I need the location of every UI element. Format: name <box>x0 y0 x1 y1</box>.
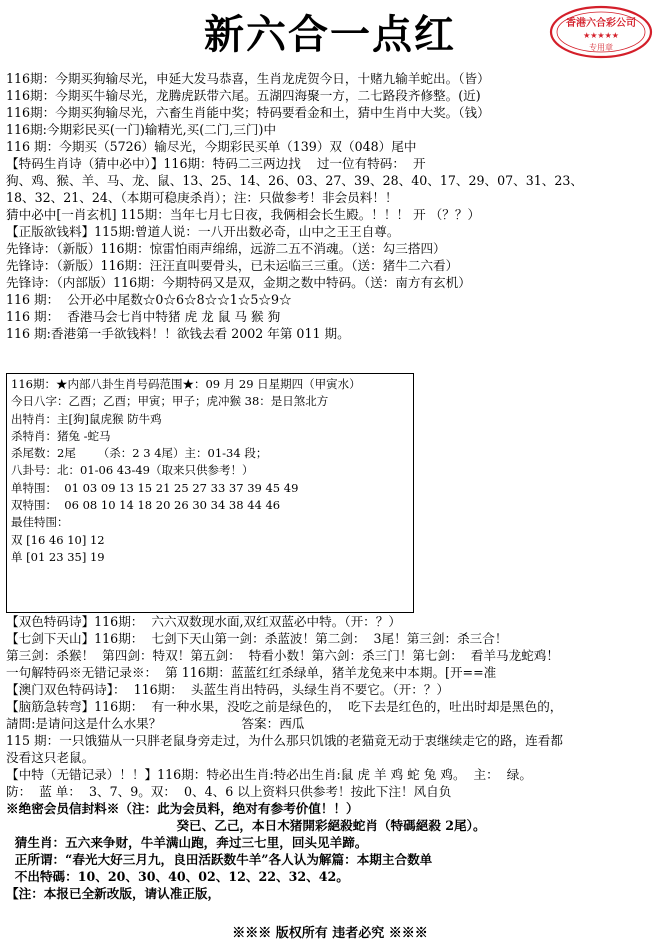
lower-line-16: 不出特碼：10、20、30、40、02、12、22、32、42。 <box>6 869 349 884</box>
line-15: 116 期： 香港马会七肖中特猪 虎 龙 鼠 马 猴 狗 <box>6 309 281 324</box>
line-14: 116 期： 公开必中尾数☆0☆6☆8☆☆1☆5☆9☆ <box>6 292 292 307</box>
line-3: 116期：今期买狗输尽光，六畜生肖能中奖；特码要看金和土，猜中生肖中大奖。（钱） <box>6 105 490 120</box>
box-line-11: 单 [01 23 35] 19 <box>11 549 105 564</box>
lower-line-6: 【脑筋急转弯】116期： 有一种水果，没吃之前是绿色的， 吃下去是红色的，吐出时却是黑色的， <box>6 699 563 714</box>
line-5: 116 期：今期买（5726）输尽光，今期彩民买单（139）双（048）尾中 <box>6 139 417 154</box>
box-line-7: 单特围： 01 03 09 13 15 21 25 27 33 37 39 45 49 <box>11 480 299 495</box>
lower-lines <box>6 613 656 902</box>
lower-line-8: 115 期：一只饿猫从一只胖老鼠身旁走过，为什么那只饥饿的老猫竟无动于衷继续走它的路，连看都 <box>6 733 563 748</box>
seal-stamp-icon <box>548 4 654 60</box>
line-16: 116 期:香港第一手欲钱料！！欲钱去看 2002 年第 011 期。 <box>6 326 350 341</box>
lower-line-1: 【双色特码诗】116期： 六六双数现水面,双红双蓝必中特。（开：？） <box>6 614 401 629</box>
company-seal <box>548 4 654 60</box>
lower-line-3: 第三剑：杀猴！ 第四剑：特双！第五剑： 特看小数！第六剑：杀三门！第七剑： 看羊马龙蛇鸡！ <box>6 648 559 663</box>
line-7: 狗、鸡、猴、羊、马、龙、鼠、13、25、14、26、03、27、39、28、40、17、29、07、31、23、 <box>6 173 583 188</box>
lower-line-13: 癸已、乙己，本日木猪開彩絕殺蛇肖（特碼絕殺 2尾）。 <box>176 818 486 833</box>
line-9: 猜中必中[一肖玄机] 115期：当年七月七日夜，我俩相会长生殿。！！！ 开 （？？） <box>6 207 481 222</box>
line-13: 先锋诗：（内部版）116期：今期特码又是双，金期之数中特码。（送：南方有玄机） <box>6 275 471 290</box>
line-11: 先锋诗：（新版）116期：惊雷怕雨声绵绵，远游二五不消魂。（送：勾三搭四） <box>6 241 446 256</box>
lower-line-17: 【注：本报已全新改版，请认准正版， <box>6 886 221 901</box>
page-title: 新六合一点红 <box>204 11 456 58</box>
line-4: 116期:今期彩民买(一门)输精光,买(二门,三门)中 <box>6 122 277 137</box>
seal-bottom-text: 专用章 <box>589 43 613 52</box>
line-1: 116期：今期买狗输尽光，申延大发马恭喜，生肖龙虎贺今日，十赌九输羊蛇出。（皆） <box>6 71 490 86</box>
line-6: 【特码生肖诗（猜中必中）】116期：特码二三两边找 过一位有特码： 开 <box>6 156 426 171</box>
lower-line-10: 【中特（无错记录）！！】116期：特必出生肖:特必出生肖:鼠 虎 羊 鸡 蛇 兔 鸡。 主： 绿。 <box>6 767 532 782</box>
box-line-9: 最佳特围： <box>11 515 69 530</box>
lower-line-4: 一句解特码※无错记录※： 第 116期：蓝蓝红红杀绿单，猪羊龙兔来中本期。[开==准 <box>6 665 497 680</box>
lower-line-9: 没看这只老鼠。 <box>6 750 95 765</box>
seal-top-text: 香港六合彩公司 <box>566 18 636 29</box>
line-10: 【正版欲钱料】115期:曾道人说：一八开出数必奇，山中之王王自尊。 <box>6 224 400 239</box>
lower-line-5: 【澳门双色特码诗】： 116期： 头蓝生肖出特码，头绿生肖不要它。（开：？） <box>6 682 450 697</box>
box-line-3: 出特肖：主[狗]鼠虎猴 防牛鸡 <box>11 411 162 426</box>
seal-stars: ★★★★★ <box>583 31 619 40</box>
lower-line-2: 【七剑下天山】116期： 七剑下天山第一剑：杀蓝波！第二剑： 3尾！第三剑：杀三合！ <box>6 631 508 646</box>
box-line-6: 八卦号：北：01-06 43-49（取来只供参考！） <box>11 463 254 478</box>
lower-line-12: ※绝密会员信封料※（注：此为会员料，绝对有参考价值！！） <box>6 801 359 816</box>
box-line-1: 116期：★内部八卦生肖号码范围★：09 月 29 日星期四（甲寅水） <box>11 377 361 391</box>
box-line-10: 双 [16 46 10] 12 <box>11 532 105 547</box>
box-line-4: 杀特肖：猪兔 -蛇马 <box>11 428 111 443</box>
line-12: 先锋诗：（新版）116期：汪汪直叫要骨头，已未运临三三重。（送：猪牛二六看） <box>6 258 459 273</box>
bagua-box <box>6 373 414 613</box>
copyright-footer: ※※※ 版权所有 违者必究 ※※※ <box>232 926 428 941</box>
lower-line-15: 正所谓：“春光大好三月九，良田活跃数牛羊”各人认为解篇：本期主合数单 <box>6 852 433 867</box>
box-line-8: 双特围： 06 08 10 14 18 20 26 30 34 38 44 46 <box>11 498 281 513</box>
box-line-5: 杀尾数：2尾 （杀：2 3 4尾）主：01-34 段； <box>11 446 268 461</box>
box-line-2: 今日八字：乙酉；乙酉；甲寅；甲子；虎冲猴 38：是日煞北方 <box>11 394 329 409</box>
lower-line-11: 防： 蓝 单： 3、7、9。双： 0、4、6 以上资料只供参考！按此下注！风自负 <box>6 784 452 799</box>
line-2: 116期：今期买牛输尽光，龙腾虎跃带六尾。五湖四海聚一方，二七路段齐修整。(近) <box>6 88 481 103</box>
prediction-lines <box>6 70 656 342</box>
lower-line-7: 請問:是请问这是什么水果？ 答案：西瓜 <box>6 716 305 731</box>
lower-line-14: 猜生肖：五六来争财，牛羊满山跑，奔过三七里，回头见羊蹄。 <box>6 835 368 850</box>
line-8: 18、32、21、24、（本期可稳庚杀肖）；注：只做参考！非会员料！！ <box>6 190 398 205</box>
